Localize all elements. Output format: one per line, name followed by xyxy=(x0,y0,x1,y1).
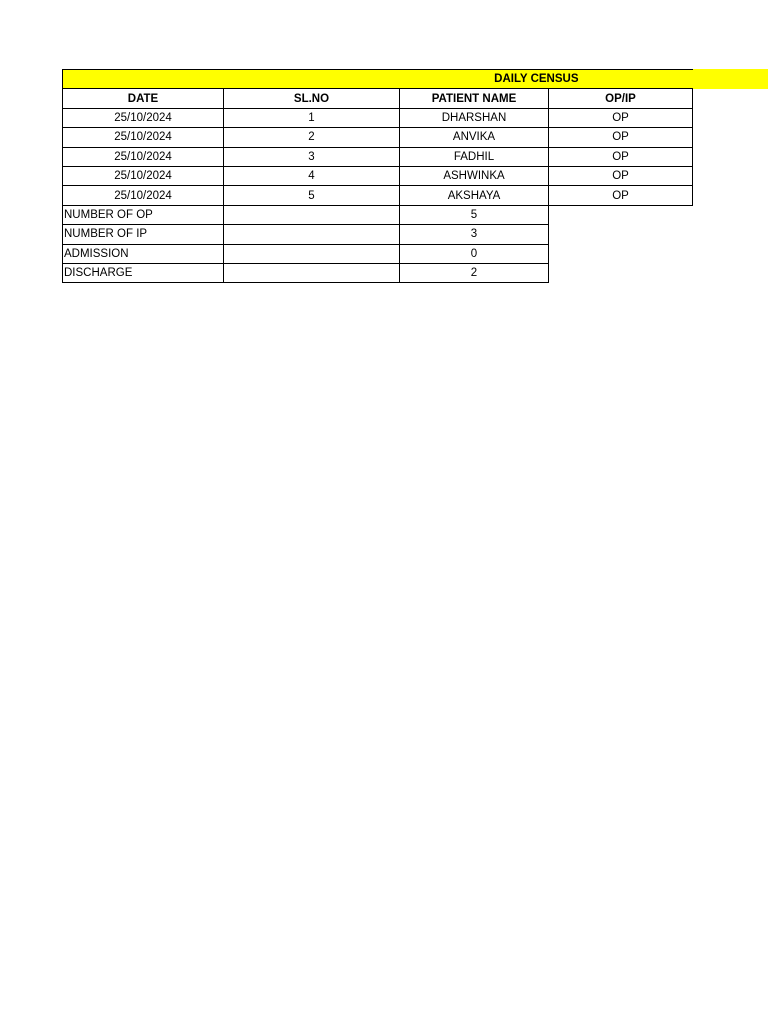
summary-label[interactable]: NUMBER OF IP xyxy=(63,225,224,244)
op-ip-cell[interactable]: OP xyxy=(549,186,693,205)
date-cell[interactable]: 25/10/2024 xyxy=(63,166,224,185)
slno-cell[interactable]: 3 xyxy=(224,147,400,166)
summary-value[interactable]: 3 xyxy=(400,225,549,244)
patient-name-cell[interactable]: ANVIKA xyxy=(400,128,549,147)
daily-census-table xyxy=(62,69,693,283)
header-date[interactable]: DATE xyxy=(63,89,224,108)
patient-name-cell[interactable]: DHARSHAN xyxy=(400,108,549,127)
date-cell[interactable]: 25/10/2024 xyxy=(63,147,224,166)
summary-label[interactable]: DISCHARGE xyxy=(63,263,224,282)
blank-cell[interactable] xyxy=(549,263,693,282)
summary-label[interactable]: ADMISSION xyxy=(63,244,224,263)
date-cell[interactable]: 25/10/2024 xyxy=(63,108,224,127)
summary-empty-cell[interactable] xyxy=(224,263,400,282)
table-row xyxy=(63,186,693,205)
patient-name-cell[interactable]: FADHIL xyxy=(400,147,549,166)
summary-row xyxy=(63,263,693,282)
summary-label[interactable]: NUMBER OF OP xyxy=(63,205,224,224)
header-slno[interactable]: SL.NO xyxy=(224,89,400,108)
slno-cell[interactable]: 1 xyxy=(224,108,400,127)
slno-cell[interactable]: 4 xyxy=(224,166,400,185)
sheet-title[interactable]: DAILY CENSUS xyxy=(63,70,693,89)
op-ip-cell[interactable]: OP xyxy=(549,128,693,147)
summary-value[interactable]: 2 xyxy=(400,263,549,282)
summary-row xyxy=(63,225,693,244)
summary-row xyxy=(63,205,693,224)
patient-name-cell[interactable]: AKSHAYA xyxy=(400,186,549,205)
header-op-ip[interactable]: OP/IP xyxy=(549,89,693,108)
blank-cell[interactable] xyxy=(549,205,693,224)
header-patient-name[interactable]: PATIENT NAME xyxy=(400,89,549,108)
table-row xyxy=(63,128,693,147)
summary-empty-cell[interactable] xyxy=(224,244,400,263)
table-row xyxy=(63,166,693,185)
census-sheet xyxy=(62,69,693,283)
summary-empty-cell[interactable] xyxy=(224,205,400,224)
summary-empty-cell[interactable] xyxy=(224,225,400,244)
summary-row xyxy=(63,244,693,263)
summary-value[interactable]: 5 xyxy=(400,205,549,224)
date-cell[interactable]: 25/10/2024 xyxy=(63,186,224,205)
header-row xyxy=(63,89,693,108)
table-row xyxy=(63,108,693,127)
blank-cell[interactable] xyxy=(549,225,693,244)
op-ip-cell[interactable]: OP xyxy=(549,147,693,166)
slno-cell[interactable]: 2 xyxy=(224,128,400,147)
table-row xyxy=(63,147,693,166)
op-ip-cell[interactable]: OP xyxy=(549,166,693,185)
patient-name-cell[interactable]: ASHWINKA xyxy=(400,166,549,185)
title-row xyxy=(63,70,693,89)
slno-cell[interactable]: 5 xyxy=(224,186,400,205)
op-ip-cell[interactable]: OP xyxy=(549,108,693,127)
blank-cell[interactable] xyxy=(549,244,693,263)
summary-value[interactable]: 0 xyxy=(400,244,549,263)
date-cell[interactable]: 25/10/2024 xyxy=(63,128,224,147)
